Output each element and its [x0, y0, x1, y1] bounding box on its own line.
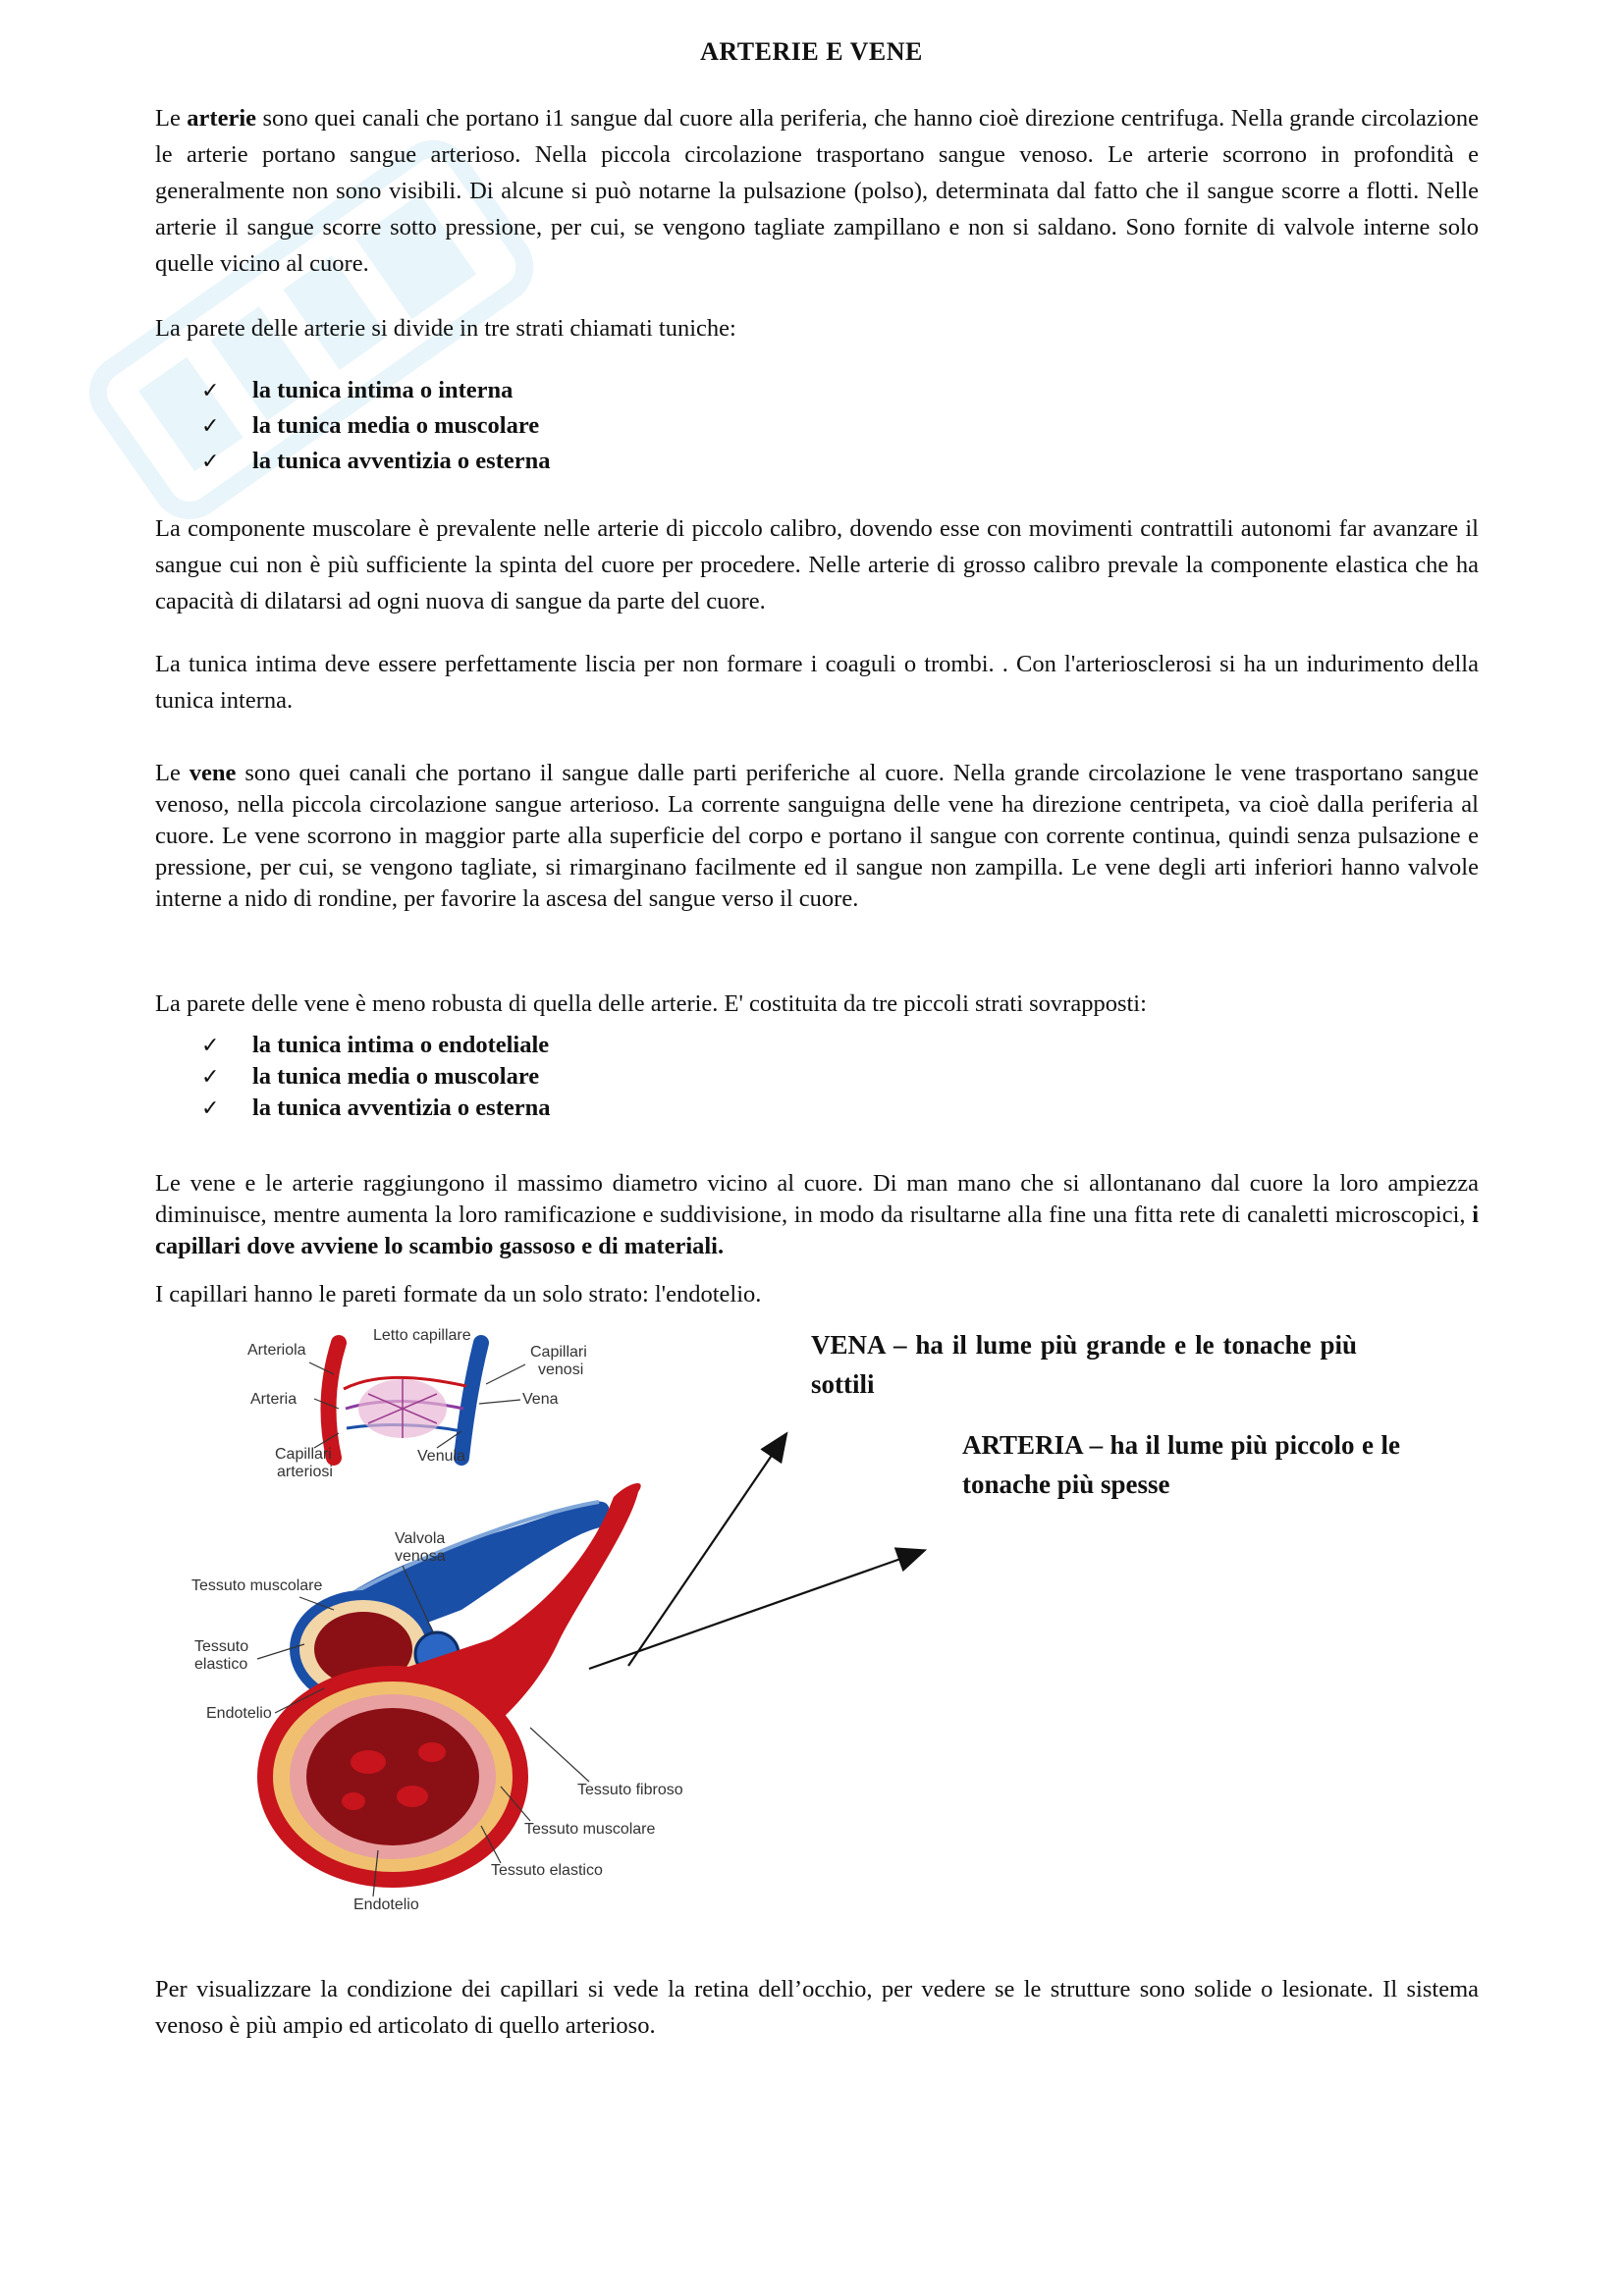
- list-item: ✓ la tunica media o muscolare: [201, 408, 551, 444]
- keyword-vene: vene: [189, 760, 237, 786]
- paragraph-arterie: Le arterie sono quei canali che portano i1 sangue dal cuore alla periferia, che hanno cioè direzione centrifuga. Nella grande circolazione le arterie portano sangue arterioso. Nella piccola circolazione trasportano sangue venoso. Le arterie scorrono in profondità e generalmente non sono visibili. Di alcune si può notarne la pulsazione (polso), determinata dal fatto che il sangue scorre a flotti. Nelle arterie il sangue scorre sotto pressione, per cui, se vengono tagliate zampillano e non si saldano. Sono fornite di valvole interne solo quelle vicino al cuore.: [155, 105, 1479, 277]
- list-item: ✓ la tunica intima o interna: [201, 373, 551, 408]
- label-valvola-venosa-1: Valvola: [395, 1530, 446, 1547]
- check-icon: ✓: [201, 1065, 220, 1090]
- label-endotelio-bottom: Endotelio: [353, 1896, 419, 1913]
- capillari-bold-text: i capillari dove avviene lo scambio gassoso e di materiali.: [155, 1201, 1479, 1259]
- callout-arteria: ARTERIA – ha il lume più piccolo e le tonache più spesse: [962, 1430, 1400, 1499]
- label-tessuto-elastico-1: Tessuto: [194, 1638, 249, 1655]
- list-item: ✓ la tunica avventizia o esterna: [201, 1093, 551, 1124]
- list-tuniche-arterie: [201, 373, 551, 479]
- keyword-arterie: arterie: [187, 105, 257, 132]
- label-capillari-venosi-2: venosi: [538, 1362, 584, 1378]
- check-icon: ✓: [201, 1096, 220, 1121]
- paragraph-vene: Le vene sono quei canali che portano il sangue dalle parti periferiche al cuore. Nella grande circolazione le vene trasportano sangue venoso, nella piccola circolazione sangue arterioso. La corrente sanguigna delle vene ha direzione centripeta, va cioè dalla periferia al cuore. Le vene scorrono in maggior parte alla superficie del corpo e portano il sangue con corrente continua, quindi senza pulsazione e pressione, per cui, se vengono tagliate, si rimarginano facilmente ed il sangue non zampilla. Le vene degli arti inferiori hanno valvole interne a nido di rondine, per favorire la ascesa del sangue verso il cuore.: [155, 760, 1479, 912]
- list-tuniche-vene: [201, 1030, 551, 1124]
- paragraph-parete-arterie: La parete delle arterie si divide in tre strati chiamati tuniche:: [155, 315, 736, 342]
- check-icon: ✓: [201, 450, 220, 474]
- vessel-illustration: [167, 1315, 717, 1944]
- callout-vena: VENA – ha il lume più grande e le tonache più sottili: [811, 1330, 1357, 1399]
- label-capillari-arteriosi-2: arteriosi: [277, 1464, 333, 1480]
- label-endotelio-left: Endotelio: [206, 1705, 272, 1722]
- label-arteriola: Arteriola: [247, 1342, 306, 1359]
- paragraph-capillari: I capillari hanno le pareti formate da un solo strato: l'endotelio.: [155, 1281, 762, 1308]
- capillary-bed-diagram: [329, 1343, 481, 1458]
- label-tessuto-muscolare-bottom: Tessuto muscolare: [524, 1821, 656, 1838]
- label-valvola-venosa-2: venosa: [395, 1548, 446, 1565]
- label-arteria: Arteria: [250, 1391, 298, 1408]
- check-icon: ✓: [201, 379, 220, 403]
- list-item: ✓ la tunica intima o endoteliale: [201, 1030, 551, 1061]
- list-item: ✓ la tunica media o muscolare: [201, 1061, 551, 1093]
- page-title: ARTERIE E VENE: [700, 37, 923, 66]
- label-tessuto-fibroso: Tessuto fibroso: [577, 1782, 683, 1798]
- label-venula: Venula: [417, 1448, 465, 1465]
- paragraph-diametro: Le vene e le arterie raggiungono il massimo diametro vicino al cuore. Di man mano che si allontanano dal cuore la loro ampiezza diminuisce, mentre aumenta la loro ramificazione e suddivisione, in modo da risultarne alla fine una fitta rete di canaletti microscopici, i capillari dove avviene lo scambio gassoso e di materiali.: [155, 1170, 1479, 1259]
- paragraph-parete-vene: La parete delle vene è meno robusta di quella delle arterie. E' costituita da tre piccoli strati sovrapposti:: [155, 990, 1147, 1017]
- label-tessuto-muscolare-top: Tessuto muscolare: [191, 1577, 323, 1594]
- label-letto-capillare: Letto capillare: [373, 1327, 471, 1344]
- label-tessuto-elastico-2: elastico: [194, 1656, 248, 1673]
- list-item: ✓ la tunica avventizia o esterna: [201, 444, 551, 479]
- label-capillari-arteriosi-1: Capillari: [275, 1446, 332, 1463]
- label-vena: Vena: [522, 1391, 559, 1408]
- paragraph-retina: Per visualizzare la condizione dei capillari si vede la retina dell’occhio, per vedere se le strutture sono solide o lesionate. Il sistema venoso è più ampio ed articolato di quello arterioso.: [155, 1976, 1479, 2039]
- check-icon: ✓: [201, 414, 220, 439]
- check-icon: ✓: [201, 1034, 220, 1058]
- label-capillari-venosi-1: Capillari: [530, 1344, 587, 1361]
- paragraph-tunica-intima: La tunica intima deve essere perfettamente liscia per non formare i coaguli o trombi. . Con l'arteriosclerosi si ha un indurimento della tunica interna.: [155, 651, 1479, 714]
- label-tessuto-elastico-bottom: Tessuto elastico: [491, 1862, 603, 1879]
- paragraph-componente-muscolare: La componente muscolare è prevalente nelle arterie di piccolo calibro, dovendo esse con movimenti contrattili autonomi far avanzare il sangue cui non è più sufficiente la spinta del cuore per procedere. Nelle arterie di grosso calibro prevale la componente elastica che ha capacità di dilatarsi ad ogni nuova di sangue da parte del cuore.: [155, 515, 1479, 614]
